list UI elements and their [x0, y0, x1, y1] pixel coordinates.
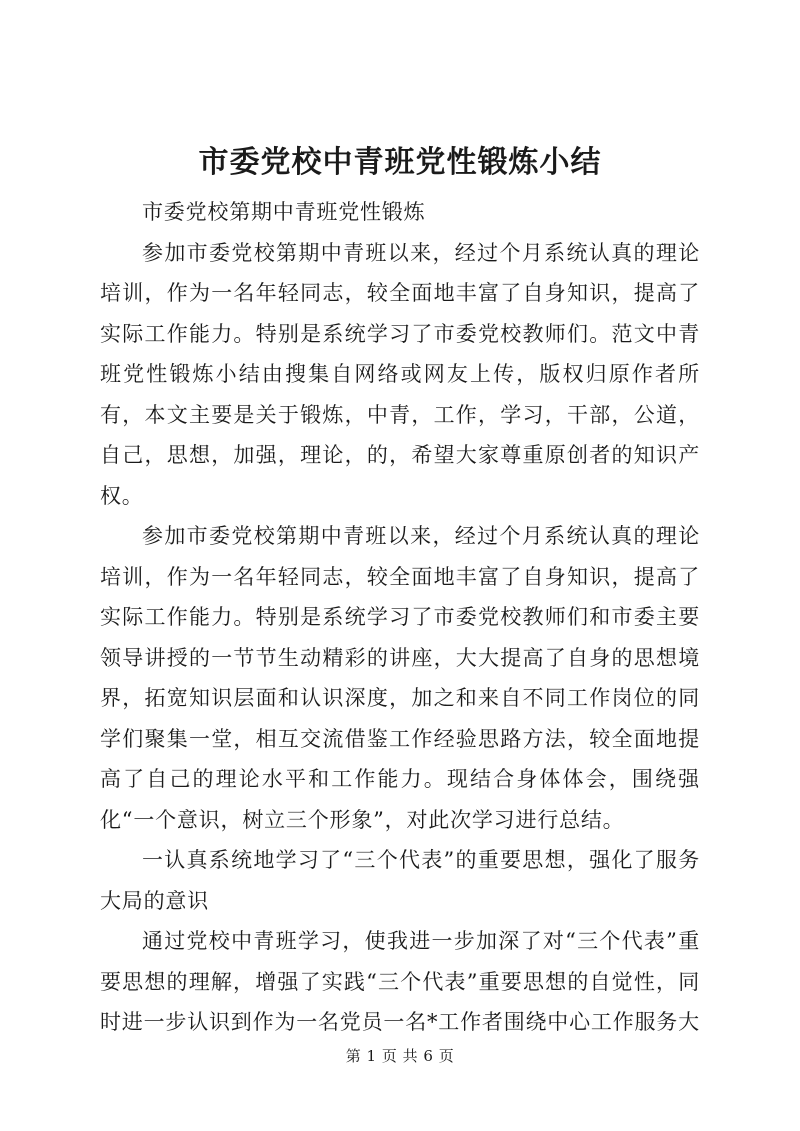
section-heading-one: 一认真系统地学习了“三个代表”的重要思想，强化了服务大局的意识 — [100, 848, 700, 913]
paragraph-intro: 参加市委党校第期中青班以来，经过个月系统认真的理论培训，作为一名年轻同志，较全面地丰富了自身知识，提高了实际工作能力。特别是系统学习了市委党校教师们。范文中青班党性锻炼小结由搜集自网络或网友上传，版权归原作者所有，本文主要是关于锻炼，中青，工作，学习，干部，公道，自己，思想，加强，理论，的，希望大家尊重原创者的知识产权。 — [100, 240, 700, 508]
document-title: 市委党校中青班党性锻炼小结 — [198, 145, 602, 180]
page-number-footer: 第 1 页 共 6 页 — [345, 1047, 455, 1065]
document-body — [100, 192, 700, 1043]
paragraph-summary: 参加市委党校第期中青班以来，经过个月系统认真的理论培训，作为一名年轻同志，较全面地丰富了自身知识，提高了实际工作能力。特别是系统学习了市委党校教师们和市委主要领导讲授的一节节生动精彩的讲座，大大提高了自身的思想境界，拓宽知识层面和认识深度，加之和来自不同工作岗位的同学们聚集一堂，相互交流借鉴工作经验思路方法，较全面地提高了自己的理论水平和工作能力。现结合身体体会，围绕强化“一个意识，树立三个形象”，对此次学习进行总结。 — [100, 524, 700, 832]
paragraph-section-one: 通过党校中青班学习，使我进一步加深了对“三个代表”重要思想的理解，增强了实践“三个代表”重要思想的自觉性，同时进一步认识到作为一名党员一名*工作者围绕中心工作服务大 — [100, 929, 700, 1034]
paragraph-subtitle: 市委党校第期中青班党性锻炼 — [142, 200, 426, 224]
